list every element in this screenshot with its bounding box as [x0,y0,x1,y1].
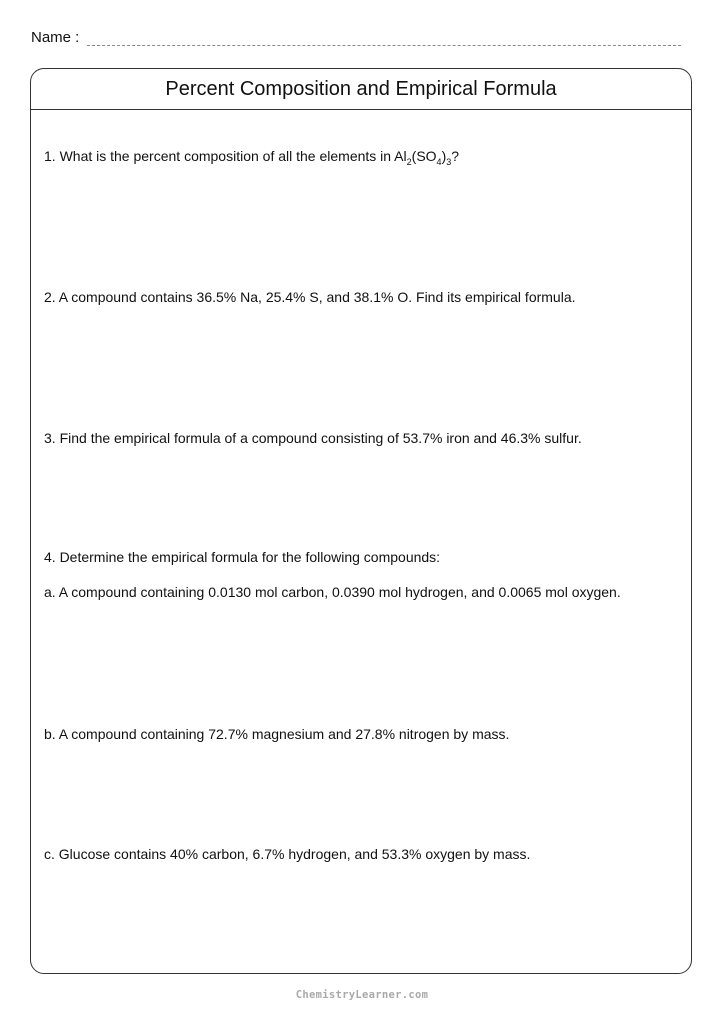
question-1-suffix: ? [451,148,460,164]
name-row [31,26,681,50]
question-1-sub-o: 4 [436,156,442,167]
question-4c: c. Glucose contains 40% carbon, 6.7% hydrogen, and 53.3% oxygen by mass. [44,846,531,862]
question-1 [44,148,459,167]
site-watermark: ChemistryLearner.com [295,989,429,1001]
question-2: 2. A compound contains 36.5% Na, 25.4% S, and 38.1% O. Find its empirical formula. [44,289,576,305]
question-4a: a. A compound containing 0.0130 mol carbon, 0.0390 mol hydrogen, and 0.0065 mol oxygen. [44,584,621,600]
question-1-so-close: ) [441,148,447,164]
worksheet-box [30,68,692,974]
question-4b: b. A compound containing 72.7% magnesium and 27.8% nitrogen by mass. [44,726,510,742]
question-1-sub-al: 2 [406,156,412,167]
question-1-sub-so4: 3 [446,156,452,167]
name-answer-line[interactable] [87,45,681,46]
question-1-text: 1. What is the percent composition of all the elements in Al [44,148,407,164]
name-label: Name : [31,29,80,46]
question-1-so-open: (SO [411,148,437,164]
question-4: 4. Determine the empirical formula for the following compounds: [44,549,441,565]
question-3: 3. Find the empirical formula of a compound consisting of 53.7% iron and 46.3% sulfur. [44,430,582,446]
worksheet-title: Percent Composition and Empirical Formula [31,69,691,110]
